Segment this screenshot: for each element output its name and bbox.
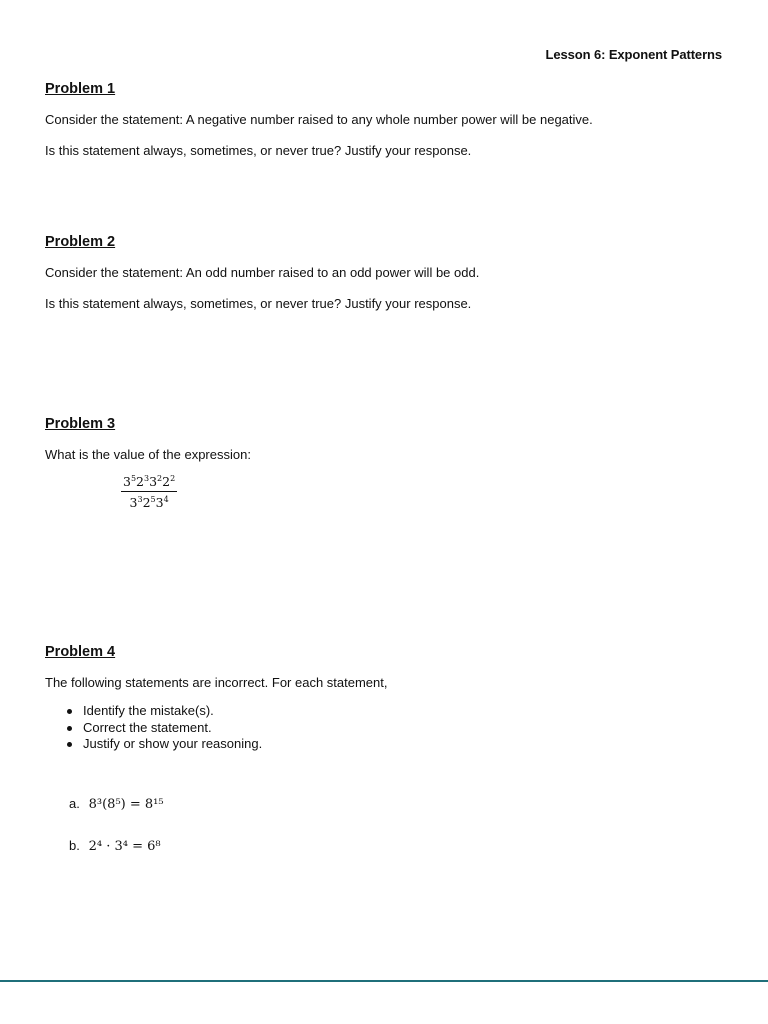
list-item: Justify or show your reasoning.	[67, 736, 725, 753]
problem-3-question: What is the value of the expression:	[45, 447, 251, 462]
denominator-base: 2	[142, 495, 151, 510]
denominator-exponent: 5	[150, 495, 156, 504]
numerator-base: 3	[123, 474, 131, 489]
problem-2-statement: Consider the statement: An odd number raised to an odd power will be odd.	[45, 265, 480, 280]
item-a-letter: a.	[69, 796, 80, 811]
problem-1-statement: Consider the statement: A negative number raised to any whole number power will be negative.	[45, 112, 593, 127]
problem-4-item-b	[69, 838, 161, 854]
denominator-power	[130, 495, 143, 510]
problem-2	[45, 233, 725, 326]
problem-4-heading: Problem 4	[45, 644, 116, 660]
lesson-title: Lesson 6: Exponent Patterns	[545, 47, 722, 62]
list-item: Identify the mistake(s).	[67, 703, 725, 720]
denominator-power	[156, 495, 169, 510]
problem-4	[45, 643, 725, 753]
denominator-base: 3	[129, 495, 138, 510]
footer-divider	[0, 980, 768, 982]
denominator-base: 3	[155, 495, 164, 510]
numerator-exponent: 3	[144, 474, 150, 483]
numerator-base: 3	[149, 474, 158, 489]
problem-4-item-a	[69, 796, 164, 812]
denominator-exponent: 4	[163, 495, 169, 504]
problem-4-bullet-list	[45, 703, 725, 753]
list-item: Correct the statement.	[67, 720, 725, 737]
numerator-power	[149, 474, 162, 489]
item-b-letter: b.	[69, 838, 80, 853]
problem-1-question: Is this statement always, sometimes, or never true? Justify your response.	[45, 143, 472, 158]
item-b-expression: 2⁴ · 3⁴ = 6⁸	[88, 839, 161, 854]
numerator-exponent: 5	[130, 474, 137, 483]
problem-4-instructions: The following statements are incorrect. For each statement,	[45, 675, 388, 690]
problem-1-heading: Problem 1	[45, 81, 116, 97]
fraction-bar	[121, 491, 177, 492]
fraction-numerator	[121, 474, 177, 489]
numerator-power	[162, 474, 175, 489]
problem-2-question: Is this statement always, sometimes, or never true? Justify your response.	[45, 296, 472, 311]
numerator-power	[136, 474, 149, 489]
numerator-exponent: 2	[170, 474, 176, 483]
problem-3-fraction	[121, 474, 177, 510]
fraction-denominator	[121, 495, 177, 510]
numerator-exponent: 2	[157, 474, 163, 483]
problem-3	[45, 415, 725, 477]
problem-3-heading: Problem 3	[45, 416, 116, 432]
numerator-power	[123, 474, 136, 489]
problem-2-heading: Problem 2	[45, 234, 116, 250]
problem-1	[45, 80, 725, 173]
denominator-exponent: 3	[137, 495, 143, 504]
item-a-expression: 8³(8⁵) = 8¹⁵	[88, 797, 164, 812]
denominator-power	[143, 495, 156, 510]
numerator-base: 2	[162, 474, 171, 489]
numerator-base: 2	[136, 474, 144, 489]
